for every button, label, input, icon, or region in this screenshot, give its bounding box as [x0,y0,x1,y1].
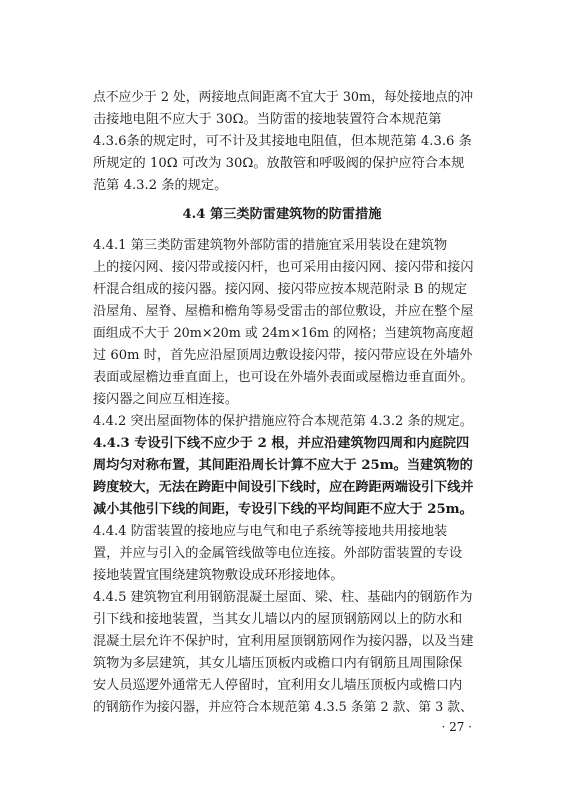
page-number: · 27 · [441,720,472,734]
clause-443-line: 减小其他引下线的间距，专设引下线的平均间距不应大于 25m。 [93,502,473,517]
text-line: 4.3.6条的规定时，可不计及其接地电阻值，但本规范第 4.3.6 条 [93,134,472,149]
clause-445-line: 4.4.5 建筑物宜利用钢筋混凝土屋面、梁、柱、基础内的钢筋作为 [93,590,473,605]
clause-444-line: 接地装置宜围绕建筑物敷设成环形接地体。 [93,568,344,583]
clause-445-line: 的钢筋作为接闪器，并应符合本规范第 4.3.5 条第 2 款、第 3 款、 [93,700,473,715]
clause-441-line: 表面或屋檐边垂直面上，也可设在外墙外表面或屋檐边垂直面外。 [93,370,474,385]
clause-441-line: 过 60m 时，首先应沿屋顶周边敷设接闪带，接闪带应设在外墙外 [93,348,473,363]
clause-445-line: 筑物为多层建筑，其女儿墙压顶板内或檐口内有钢筋且周围除保 [93,656,463,671]
clause-441-line: 面组成不大于 20m×20m 或 24m×16m 的网格；当建筑物高度超 [93,326,474,341]
clause-443-line: 4.4.3 专设引下线不应少于 2 根，并应沿建筑物四周和内庭院四 [93,436,470,451]
clause-444-line: 4.4.4 防雷装置的接地应与电气和电子系统等接地共用接地装 [93,524,448,539]
text-line: 点不应少于 2 处，两接地点间距离不宜大于 30m，每处接地点的冲 [93,90,474,105]
clause-442-line: 4.4.2 突出屋面物体的保护措施应符合本规范第 4.3.2 条的规定。 [93,414,473,429]
clause-445-line: 混凝土层允许不保护时，宜利用屋顶钢筋网作为接闪器，以及当建 [93,634,474,649]
clause-445-line: 安人员巡逻外通常无人停留时，宜利用女儿墙压顶板内或檐口内 [93,678,463,693]
section-heading: 4.4 第三类防雷建筑物的防雷措施 [182,207,382,222]
text-line: 所规定的 10Ω 可改为 30Ω。放散管和呼吸阀的保护应符合本规 [93,156,465,171]
clause-445-line: 引下线和接地装置，当其女儿墙以内的屋顶钢筋网以上的防水和 [93,612,463,627]
clause-441-line: 4.4.1 第三类防雷建筑物外部防雷的措施宜采用装设在建筑物 [93,238,448,253]
text-line: 击接地电阻不应大于 30Ω。当防雷的接地装置符合本规范第 [93,112,442,127]
clause-441-line: 接闪器之间应互相连接。 [93,392,239,407]
clause-441-line: 杆混合组成的接闪器。接闪网、接闪带应按本规范附录 B 的规定 [93,282,468,297]
clause-441-line: 上的接闪网、接闪带或接闪杆，也可采用由接闪网、接闪带和接闪 [93,260,474,275]
text-line: 范第 4.3.2 条的规定。 [93,178,228,193]
clause-441-line: 沿屋角、屋脊、屋檐和檐角等易受雷击的部位敷设，并应在整个屋 [93,304,474,319]
clause-443-line: 周均匀对称布置，其间距沿周长计算不应大于 25m。当建筑物的 [93,458,473,473]
clause-443-line: 跨度较大，无法在跨距中间设引下线时，应在跨距两端设引下线并 [93,480,474,495]
clause-444-line: 置，并应与引入的金属管线做等电位连接。外部防雷装置的专设 [93,546,463,561]
